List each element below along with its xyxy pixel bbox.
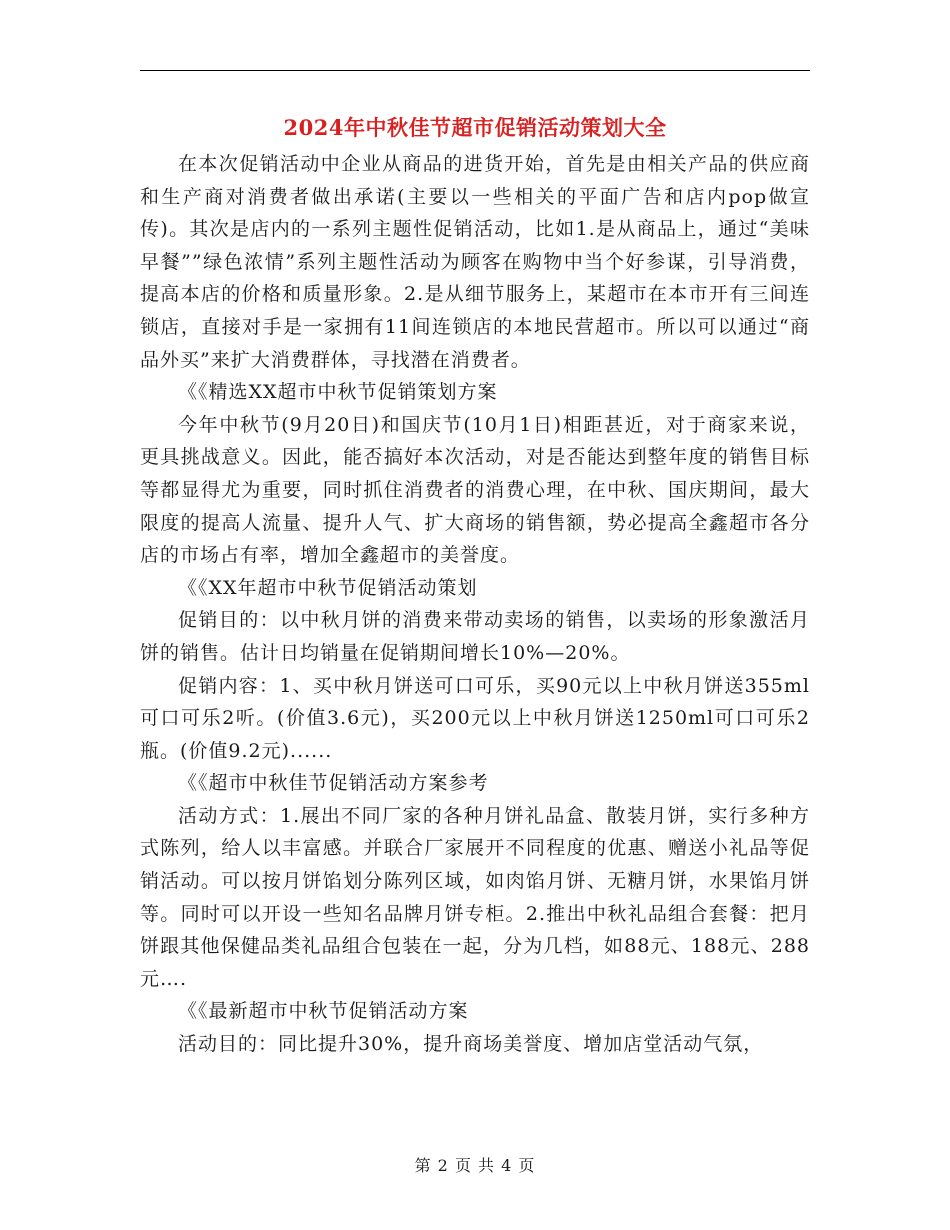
section-heading-3: 《《超市中秋佳节促销活动方案参考 — [178, 772, 489, 795]
paragraph-activity-goal: 活动目的：同比提升30%，提升商场美誉度、增加店堂活动气氛， — [178, 1033, 764, 1056]
section-heading-1: 《《精选XX超市中秋节促销策划方案 — [178, 381, 498, 404]
paragraph-promo-goal: 促销目的：以中秋月饼的消费来带动卖场的销售，以卖场的形象激活月饼的销售。估计日均销量在促销期间增长10%—20%。 — [140, 609, 810, 664]
paragraph-promo-content: 促销内容：1、买中秋月饼送可口可乐，买90元以上中秋月饼送355ml可口可乐2听。(价值3.6元)，买200元以上中秋月饼送1250ml可口可乐2瓶。(价值9.2元)...... — [140, 674, 810, 762]
paragraph-intro: 在本次促销活动中企业从商品的进货开始，首先是由相关产品的供应商和生产商对消费者做出承诺(主要以一些相关的平面广告和店内pop做宣传)。其次是店内的一系列主题性促销活动，比如1.是从商品上，通过“美味早餐””绿色浓情”系列主题性活动为顾客在购物中当个好参谋，引导消费，提高本店的价格和质量形象。2.是从细节服务上，某超市在本市开有三间连锁店，直接对手是一家拥有11间连锁店的本地民营超市。所以可以通过“商品外买”来扩大消费群体，寻找潜在消费者。 — [140, 153, 810, 371]
document-body — [140, 148, 810, 1061]
paragraph-2: 今年中秋节(9月20日)和国庆节(10月1日)相距甚近，对于商家来说，更具挑战意义。因此，能否搞好本次活动，对是否能达到整年度的销售目标等都显得尤为重要，同时抓住消费者的消费心理，在中秋、国庆期间，最大限度的提高人流量、提升人气、扩大商场的销售额，势必提高全鑫超市各分店的市场占有率，增加全鑫超市的美誉度。 — [140, 413, 810, 567]
page-footer: 第 2 页 共 4 页 — [414, 1156, 536, 1175]
section-heading-4: 《《最新超市中秋节促销活动方案 — [178, 1000, 469, 1023]
document-title: 2024年中秋佳节超市促销活动策划大全 — [283, 115, 667, 140]
section-heading-2: 《《XX年超市中秋节促销活动策划 — [178, 576, 478, 599]
paragraph-activity-method: 活动方式：1.展出不同厂家的各种月饼礼品盒、散装月饼，实行多种方式陈列，给人以丰富感。并联合厂家展开不同程度的优惠、赠送小礼品等促销活动。可以按月饼馅划分陈列区域，如肉馅月饼、无糖月饼，水果馅月饼等。同时可以开设一些知名品牌月饼专柜。2.推出中秋礼品组合套餐：把月饼跟其他保健品类礼品组合包装在一起，分为几档，如88元、188元、288元…. — [140, 804, 810, 990]
header-rule — [140, 70, 810, 71]
